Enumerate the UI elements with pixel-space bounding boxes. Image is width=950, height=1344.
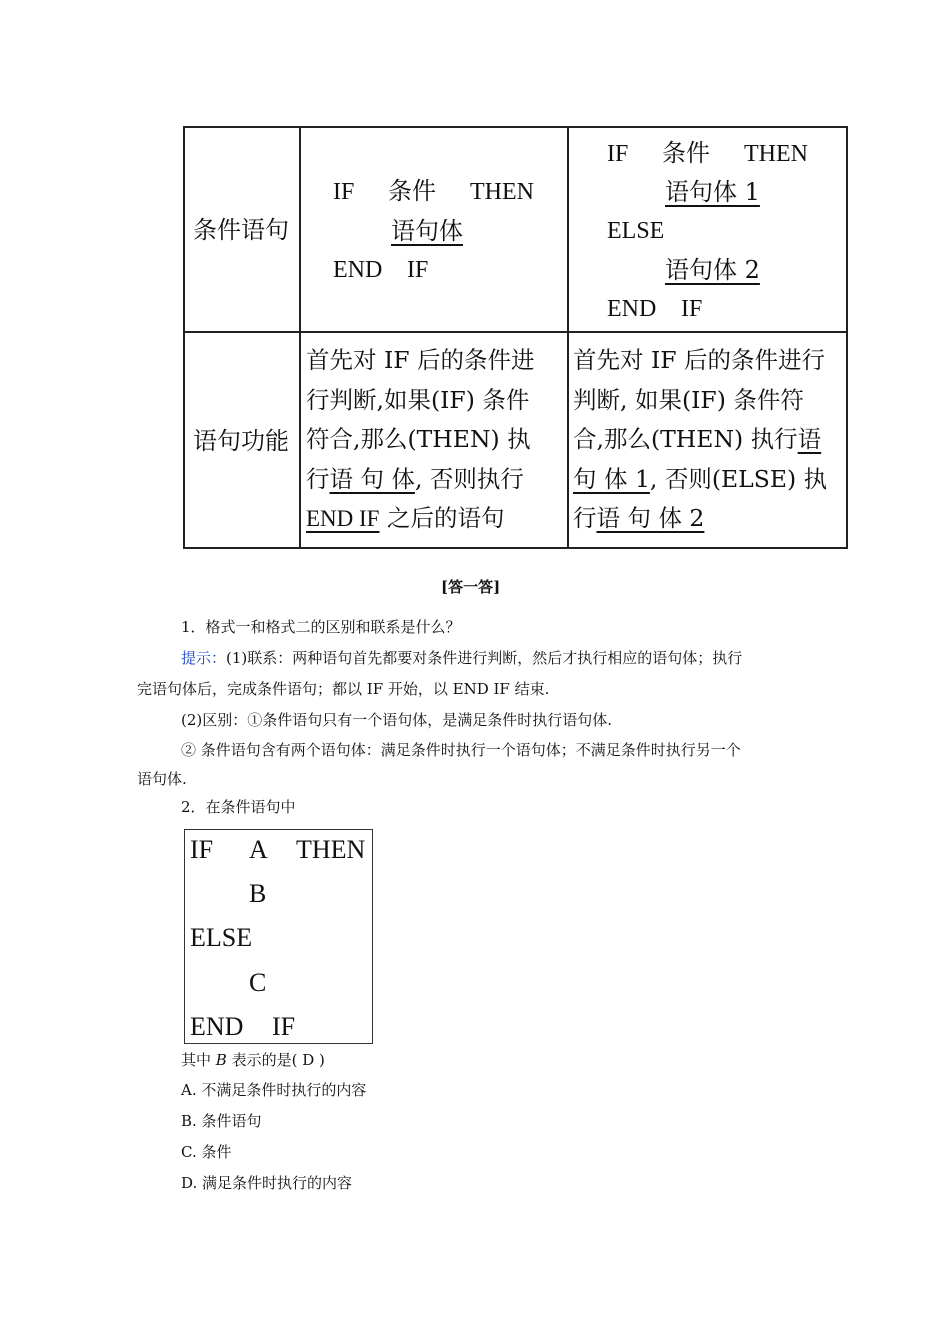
row-header-statement: 条件语句 — [193, 216, 289, 244]
hint-line: 完语句体后，完成条件语句；都以 IF 开始，以 END IF 结束. — [137, 680, 550, 698]
option-c: C. 条件 — [181, 1143, 232, 1161]
keyword-if: IF — [190, 835, 214, 864]
statement-c: C — [249, 968, 267, 997]
function-line: 行语 句 体, 否则执行 — [306, 464, 524, 493]
function-line: END IF 之后的语句 — [306, 504, 505, 532]
keyword-then: THEN — [470, 179, 534, 205]
keyword-then: THEN — [744, 141, 808, 167]
function-line: 符合,那么(THEN) 执 — [306, 425, 531, 453]
function-line: 首先对 IF 后的条件进行 — [573, 346, 826, 374]
keyword-end: END — [190, 1012, 244, 1041]
question-1: 1．格式一和格式二的区别和联系是什么？ — [181, 618, 461, 636]
if-statement-table — [183, 126, 848, 549]
question-2: 2．在条件语句中 — [181, 798, 296, 816]
option-b: B. 条件语句 — [181, 1112, 262, 1130]
keyword-then: THEN — [296, 835, 366, 864]
keyword-if: IF — [681, 296, 703, 322]
keyword-end: END — [607, 296, 657, 322]
section-title: [答一答] — [441, 578, 501, 596]
keyword-else: ELSE — [607, 218, 665, 244]
function-line: 行语 句 体 2 — [573, 504, 705, 532]
keyword-else: ELSE — [190, 923, 253, 952]
hint-label: 提示： — [181, 649, 227, 667]
keyword-if: IF — [272, 1012, 296, 1041]
statement-b: B — [249, 879, 267, 908]
hint-line: ② 条件语句含有两个语句体：满足条件时执行一个语句体；不满足条件时执行另一个 — [181, 741, 741, 759]
condition-text: 条件 — [662, 139, 710, 167]
format-two-function — [573, 341, 827, 539]
hint-line: 提示：(1)联系：两种语句首先都要对条件进行判断，然后才执行相应的语句体；执行 — [181, 649, 743, 667]
row-header-function: 语句功能 — [193, 427, 289, 455]
keyword-end: END — [333, 257, 383, 283]
keyword-if: IF — [333, 179, 355, 205]
statement-body-1: 语句体 1 — [665, 178, 760, 206]
keyword-if: IF — [607, 141, 629, 167]
table-divider — [299, 128, 301, 547]
condition-a: A — [249, 835, 268, 864]
question-2-stem: 其中 B 表示的是( D ) — [181, 1051, 325, 1069]
statement-body: 语句体 — [391, 217, 463, 245]
function-line: 行判断,如果(IF) 条件 — [306, 385, 530, 414]
option-a: A. 不满足条件时执行的内容 — [181, 1081, 367, 1099]
function-line: 合,那么(THEN) 执行语 — [573, 425, 822, 453]
table-divider — [185, 331, 846, 333]
format-one-function — [306, 341, 535, 539]
function-line: 句 体 1, 否则(ELSE) 执 — [573, 464, 828, 493]
statement-body-2: 语句体 2 — [665, 256, 760, 284]
function-line: 判断, 如果(IF) 条件符 — [573, 385, 804, 414]
condition-text: 条件 — [388, 177, 436, 205]
function-line: 首先对 IF 后的条件进 — [306, 346, 535, 374]
hint-line: 语句体. — [137, 770, 187, 788]
keyword-if: IF — [407, 257, 429, 283]
table-divider — [567, 128, 569, 547]
option-d: D. 满足条件时执行的内容 — [181, 1174, 353, 1192]
if-else-code-box — [184, 829, 373, 1044]
hint-line: (2)区别：①条件语句只有一个语句体，是满足条件时执行语句体. — [181, 711, 613, 729]
